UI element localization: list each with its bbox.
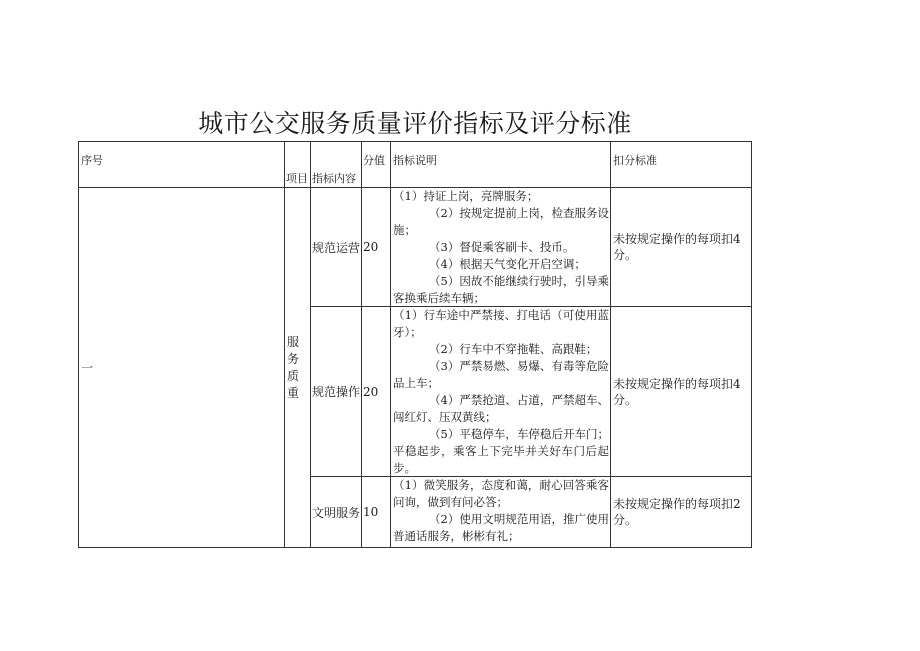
row-rule: 未按规定操作的每项扣2分。 <box>611 477 752 548</box>
desc-line: （2）行车中不穿拖鞋、高跟鞋； <box>429 342 598 356</box>
section-seq: 一 <box>79 188 285 548</box>
desc-line: （1）微笑服务，态度和蔼，耐心回答乘客问询，做到有问必答； <box>393 478 609 509</box>
evaluation-table <box>78 141 752 548</box>
table-header-row <box>79 142 752 188</box>
desc-line: （1）行车途中严禁接、打电话（可使用蓝牙）； <box>393 308 609 339</box>
desc-line: （2）按规定提前上岗，检查服务设施； <box>393 206 609 237</box>
row-rule: 未按规定操作的每项扣4分。 <box>611 307 752 477</box>
desc-line: （5）平稳停车，车停稳后开车门；平稳起步，乘客上下完毕并关好车门后起步。 <box>393 427 609 475</box>
row-score: 20 <box>362 307 391 477</box>
desc-line: （3）督促乘客刷卡、投币。 <box>429 240 575 254</box>
desc-line: （4）根据天气变化开启空调； <box>429 257 586 271</box>
desc-line: （5）因故不能继续行驶时，引导乘客换乘后续车辆； <box>393 274 609 305</box>
desc-line: （4）严禁抢道、占道，严禁超车、闯红灯、压双黄线； <box>393 393 609 424</box>
row-description <box>391 307 611 477</box>
desc-line: （2）使用文明规范用语，推广使用普通话服务，彬彬有礼； <box>393 512 609 543</box>
table-row <box>79 188 752 307</box>
desc-line: （1）持证上岗，亮牌服务； <box>393 189 539 203</box>
row-content: 规范操作 <box>311 307 362 477</box>
section-item: 服务质重 <box>285 188 311 548</box>
header-seq: 序号 <box>79 142 285 188</box>
row-description <box>391 477 611 548</box>
row-score: 20 <box>362 188 391 307</box>
row-content: 文明服务 <box>311 477 362 548</box>
header-rule: 扣分标准 <box>611 142 752 188</box>
header-item: 项目 <box>285 142 311 188</box>
header-content: 指标内容 <box>311 142 362 188</box>
header-score: 分值 <box>362 142 391 188</box>
header-indicator: 指标说明 <box>391 142 611 188</box>
row-rule: 未按规定操作的每项扣4分。 <box>611 188 752 307</box>
desc-line: （3）严禁易燃、易爆、有毒等危险品上车； <box>393 359 609 390</box>
row-description <box>391 188 611 307</box>
row-content: 规范运营 <box>311 188 362 307</box>
row-score: 10 <box>362 477 391 548</box>
page-title: 城市公交服务质量评价指标及评分标准 <box>198 109 632 138</box>
